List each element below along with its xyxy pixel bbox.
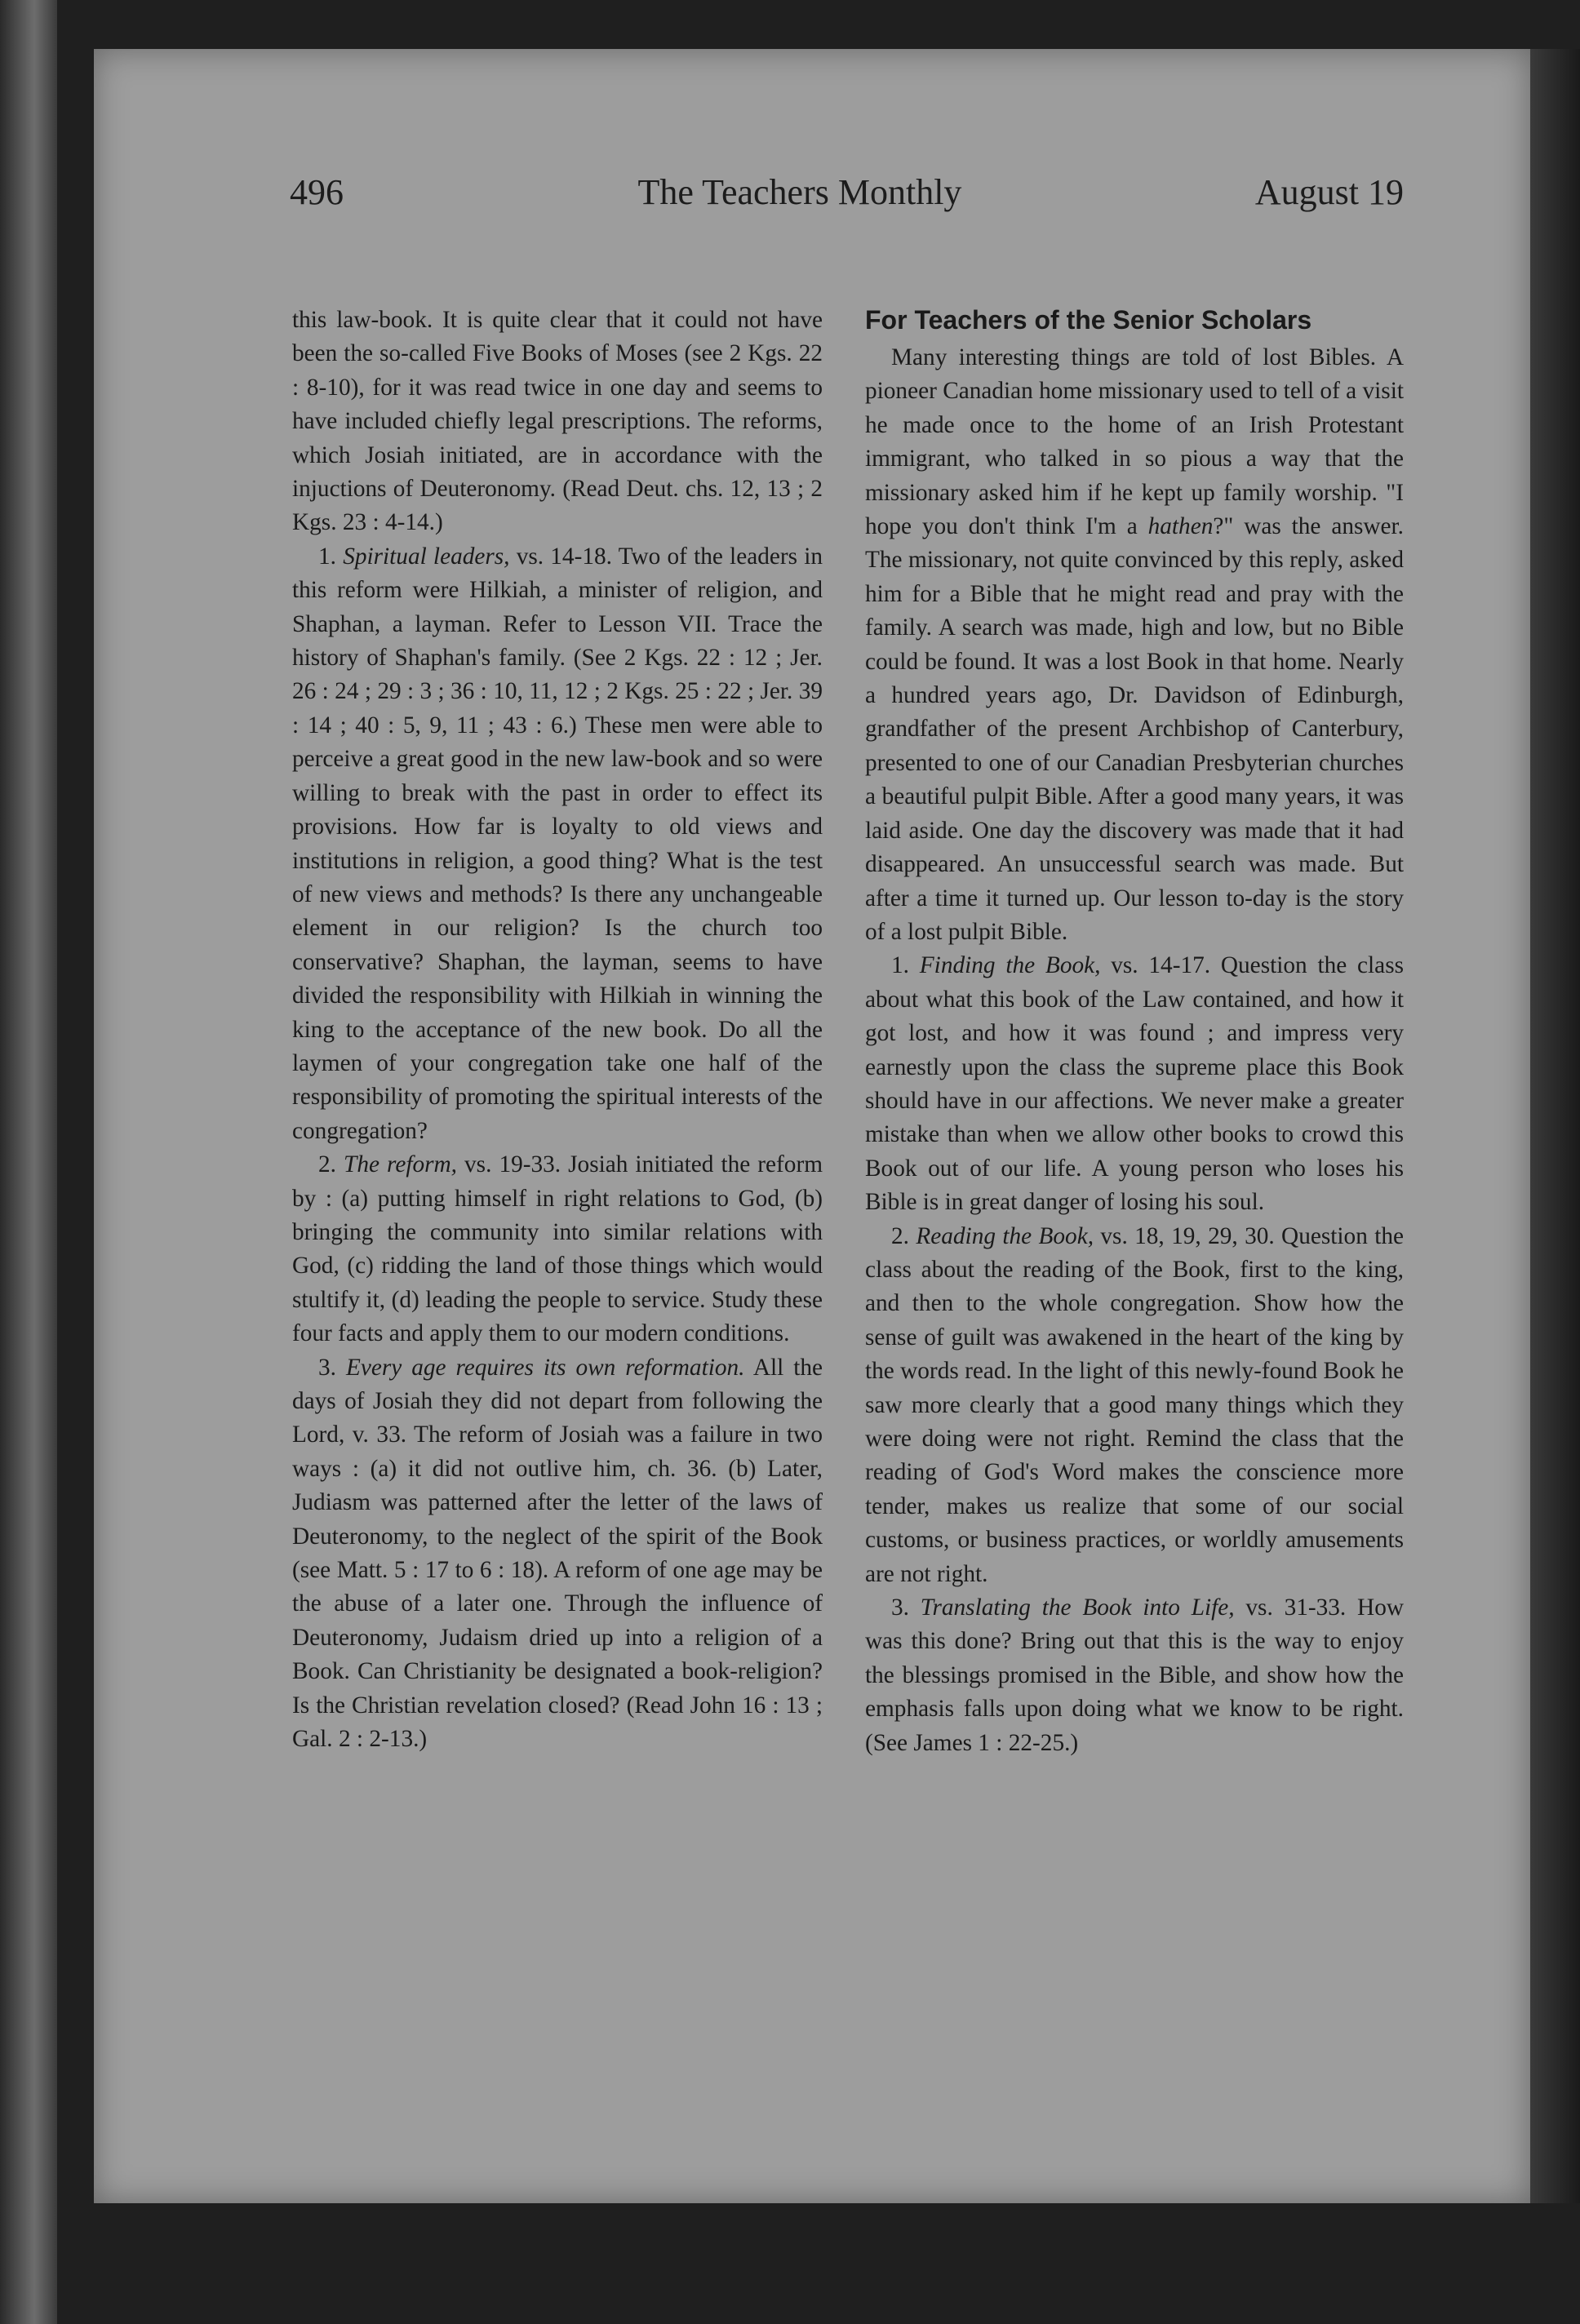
- item-heading: Every age requires its own reformation.: [345, 1354, 745, 1381]
- text-run: ?" was the answer. The missionary, not quite convinced by this reply, asked him for a Bible that he might read and pray with the family. A search was made, high and low, but no Bible could be found. It was a lost Book in that home. Nearly a hundred years ago, Dr. Davidson of Edinburgh, grandfather of the present Archbishop of Canterbury, presented to one of our Canadian Presbyterian churches a beautiful pulpit Bible. After a good many years, it was laid aside. One day the discovery was made that it had disappeared. An unsuccessful search was made. But after a time it turned up. Our lesson to-day is the story of a lost pulpit Bible.: [865, 513, 1404, 945]
- item-body: All the days of Josiah they did not depart from following the Lord, v. 33. The reform of Josiah was a failure in two ways : (a) it did not outlive him, ch. 36. (b) Later, Judiasm was patterned after the letter of the laws of Deuteronomy, to the neglect of the spirit of the Book (see Matt. 5 : 17 to 6 : 18). A reform of one age may be the abuse of a later one. Through the influence of Deuteronomy, Judaism dried up into a religion of a Book. Can Christianity be designated a book-religion? Is the Christian revelation closed? (Read John 16 : 13 ; Gal. 2 : 2-13.): [292, 1354, 823, 1753]
- paragraph-every-age: [292, 1351, 823, 1757]
- item-heading: Reading the Book,: [916, 1222, 1094, 1249]
- item-body: vs. 31-33. How was this done? Bring out that this is the way to enjoy the blessings promised in the Bible, and show how the emphasis falls upon doing what we know to be right. (See James 1 : 22-25.): [865, 1594, 1405, 1756]
- paragraph-lost-bibles: [865, 341, 1404, 949]
- item-body: vs. 14-18. Two of the leaders in this reform were Hilkiah, a minister of religion, and Shaphan, a layman. Refer to Lesson VII. Trace the history of Shaphan's family. (See 2 Kgs. 22 : 12 ; Jer. 26 : 24 ; 29 : 3 ; 36 : 10, 11, 12 ; 2 Kgs. 25 : 22 ; Jer. 39 : 14 ; 40 : 5, 9, 11 ; 43 : 6.) These men were able to perceive a great good in the new law-book and so were willing to break with the past in order to effect its provisions. How far is loyalty to old views and institutions in religion, a good thing? What is the test of new views and methods? Is there any unchangeable element in our religion? Is the church too conservative? Shaphan, the layman, seems to have divided the responsibility with Hilkiah in winning the king to the acceptance of the new book. Do all the laymen of your congregation take one half of the responsibility of promoting the spiritual interests of the congregation?: [292, 543, 823, 1144]
- paragraph-reading-the-book: [865, 1220, 1404, 1591]
- item-number: 2.: [891, 1222, 909, 1249]
- item-body: vs. 19-33. Josiah initiated the reform by : (a) putting himself in right relations to God, (b) bringing the community into similar relations with God, (c) ridding the land of those things which would stultify it, (d) leading the people to service. Study these four facts and apply them to our modern conditions.: [292, 1151, 823, 1347]
- item-heading: Spiritual leaders,: [343, 543, 510, 570]
- page-gutter-shadow: [1530, 49, 1580, 2203]
- italic-word: hathen: [1147, 513, 1214, 540]
- running-header: [196, 171, 1404, 245]
- item-heading: Translating the Book into Life,: [920, 1594, 1235, 1621]
- item-number: 2.: [318, 1151, 336, 1178]
- book-binding-edge: [0, 0, 57, 2324]
- item-number: 3.: [318, 1354, 336, 1381]
- item-number: 3.: [891, 1594, 909, 1621]
- item-body: vs. 14-17. Question the class about what this book of the Law contained, and how it got lost, and how it was found ; and impress very earnestly upon the class the supreme place this Book should have in our affections. We never make a greater mistake than when we allow other books to crowd this Book out of our life. A young person who loses his Bible is in great danger of losing his soul.: [865, 952, 1404, 1216]
- paragraph-finding-the-book: [865, 949, 1404, 1219]
- section-heading: For Teachers of the Senior Scholars: [865, 305, 1312, 335]
- left-column: [292, 304, 823, 1756]
- paragraph-intro: this law-book. It is quite clear that it could not have been the so-called Five Books of Moses (see 2 Kgs. 22 : 8-10), for it was read twice in one day and seems to have included chiefly legal prescriptions. The reforms, which Josiah initiated, are in accordance with the injuctions of Deuteronomy. (Read Deut. chs. 12, 13 ; 2 Kgs. 23 : 4-14.): [292, 307, 823, 536]
- item-heading: The reform,: [344, 1151, 457, 1178]
- right-column: [865, 304, 1404, 1760]
- paragraph-the-reform: [292, 1148, 823, 1350]
- item-number: 1.: [318, 543, 336, 570]
- paragraph-translating-into-life: [865, 1591, 1404, 1760]
- text-run: Many interesting things are told of lost Bibles. A pioneer Canadian home missionary used to tell of a visit he made once to the home of an Irish Protestant immigrant, who talked in so pious a way that the missionary asked him if he kept up family worship. "I hope you don't think I'm a: [865, 344, 1404, 540]
- item-body: vs. 18, 19, 29, 30. Question the class about the reading of the Book, first to the king, and then to the whole congregation. Show how the sense of guilt was awakened in the heart of the king by the words read. In the light of this newly-found Book he saw more clearly that a good many things which they were doing were not right. Remind the class that the reading of God's Word makes the conscience more tender, makes us realize that some of our social customs, or business practices, or worldly amusements are not right.: [865, 1222, 1404, 1587]
- item-heading: Finding the Book,: [919, 952, 1101, 979]
- publication-title: The Teachers Monthly: [637, 172, 962, 212]
- paragraph-spiritual-leaders: [292, 540, 823, 1148]
- issue-date: August 19: [1254, 172, 1404, 212]
- page-number: 496: [290, 172, 344, 212]
- item-number: 1.: [891, 952, 909, 979]
